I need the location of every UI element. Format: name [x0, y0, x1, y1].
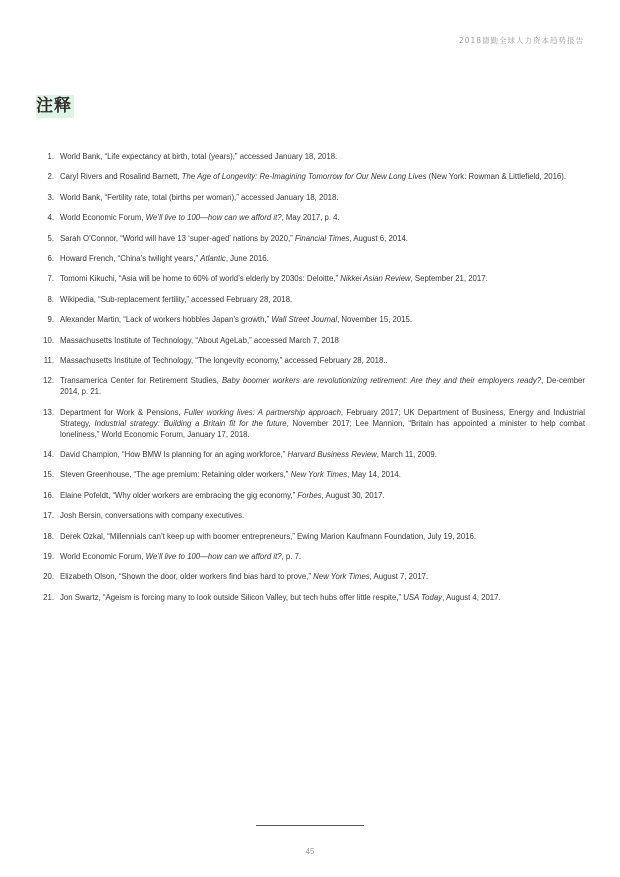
note-title-italic: Forbes: [297, 490, 322, 500]
note-text-segment: , September 21, 2017.: [410, 274, 488, 284]
note-text-segment: , March 11, 2009.: [376, 450, 437, 460]
note-number: 10.: [43, 335, 54, 345]
note-item: [36, 273, 585, 284]
note-item: [36, 592, 585, 603]
note-number: 17.: [43, 511, 54, 521]
note-title-italic: Baby boomer workers are revolutionizing retirement: Are they and their employers ready?: [221, 376, 542, 386]
note-text-segment: Massachusetts Institute of Technology, “About AgeLab,” accessed March 7, 2018: [60, 335, 339, 345]
note-title-italic: New York Times: [313, 572, 370, 582]
note-text: [54, 335, 585, 346]
report-header: 2018德勤全球人力资本趋势报告: [458, 36, 584, 45]
note-number: 13.: [43, 407, 54, 417]
note-item: [36, 469, 585, 480]
note-item: [36, 151, 585, 162]
note-text-segment: Tomomi Kikuchi, “Asia will be home to 60% of world’s elderly by 2030s: Deloitte,”: [60, 274, 341, 284]
note-text-segment: Wikipedia, “Sub-replacement fertility,” accessed February 28, 2018.: [60, 294, 293, 304]
note-text: [54, 469, 585, 480]
note-text: [54, 592, 585, 603]
note-number: 1.: [47, 152, 54, 161]
page-title-text: 注释: [36, 96, 72, 116]
note-title-italic: New York Times: [290, 470, 348, 480]
note-text: [54, 273, 585, 284]
note-item: [36, 375, 585, 397]
footer-divider: [256, 825, 364, 826]
note-text-segment: , August 6, 2014.: [349, 233, 408, 243]
note-text: [54, 449, 585, 460]
note-text: [54, 490, 585, 501]
note-text-segment: World Bank, “Life expectancy at birth, total (years),” accessed January 18, 2018.: [60, 152, 338, 161]
note-item: [36, 212, 585, 223]
note-text-segment: Caryl Rivers and Rosalind Barnett,: [60, 172, 182, 182]
note-text-segment: , May 2017, p. 4.: [281, 213, 340, 223]
note-text-segment: David Champion, “How BMW Is planning for an aging workforce,”: [60, 450, 288, 460]
note-text: [54, 171, 585, 182]
note-item: [36, 449, 585, 460]
note-text-segment: , November 2017; Lee Mannion, “Britain has appointed a minister to help combat loneliness,” World Economic Forum, January 17, 2018.: [60, 418, 585, 439]
note-text-segment: Sarah O’Connor, “World will have 13 ‘super-aged’ nations by 2020,”: [60, 233, 295, 243]
note-number: 2.: [47, 172, 54, 182]
note-item: [36, 171, 585, 182]
note-item: [36, 490, 585, 501]
note-text-segment: (New York: Rowman & Littlefield, 2016).: [426, 172, 567, 182]
note-number: 6.: [47, 253, 54, 263]
note-text: [54, 212, 585, 223]
note-text-segment: Derek Ozkal, “Millennials can’t keep up with boomer entrepreneurs,” Ewing Marion Kaufmann Foundation, July 19, 2016.: [60, 531, 477, 541]
note-text: [54, 253, 585, 264]
note-text-segment: , De-cember 2014, p. 21.: [60, 376, 585, 397]
note-text: [54, 233, 585, 244]
note-item: [36, 510, 585, 521]
note-text: [54, 531, 585, 542]
note-item: [36, 551, 585, 562]
note-item: [36, 407, 585, 440]
note-title-italic: We’ll live to 100—how can we afford it?: [145, 213, 282, 223]
note-item: [36, 335, 585, 346]
note-title-italic: Wall Street Journal: [271, 315, 338, 325]
note-text-segment: World Bank, “Fertility rate, total (births per woman),” accessed January 18, 2018.: [60, 192, 339, 202]
note-number: 12.: [43, 376, 54, 386]
note-number: 21.: [43, 592, 54, 602]
note-text-segment: , August 30, 2017.: [321, 490, 385, 500]
note-text-segment: , p. 7.: [281, 552, 302, 562]
note-text: [54, 294, 585, 305]
note-item: [36, 253, 585, 264]
note-text-segment: Alexander Martin, “Lack of workers hobbles Japan’s growth,”: [60, 315, 272, 325]
note-title-italic: The Age of Longevity: Re-Imagining Tomorrow for Our New Long Lives: [181, 172, 427, 182]
page-number: 45: [305, 847, 315, 856]
note-text: [54, 551, 585, 562]
note-text: [54, 355, 585, 366]
note-number: 5.: [47, 233, 54, 243]
note-text: [54, 375, 585, 397]
note-text-segment: Steven Greenhouse, “The age premium: Retaining older workers,”: [60, 470, 291, 480]
note-text-segment: , August 7, 2017.: [369, 572, 429, 582]
note-number: 14.: [43, 450, 54, 460]
notes-list: [36, 151, 585, 612]
note-item: [36, 314, 585, 325]
note-title-italic: Financial Times: [294, 233, 350, 243]
note-text-segment: , August 4, 2017.: [442, 592, 501, 602]
note-text: [54, 407, 585, 440]
note-number: 18.: [43, 531, 54, 541]
note-title-italic: USA Today: [403, 592, 443, 602]
note-title-italic: We’ll live to 100—how can we afford it?: [145, 552, 282, 562]
note-item: [36, 355, 585, 366]
note-number: 11.: [43, 355, 54, 365]
note-text-segment: Massachusetts Institute of Technology, “The longevity economy,” accessed February 28, 2018..: [60, 355, 388, 365]
note-text-segment: Transamerica Center for Retirement Studies,: [60, 376, 222, 386]
note-item: [36, 294, 585, 305]
note-text: [54, 314, 585, 325]
note-title-italic: Industrial strategy: Building a Britain fit for the future: [94, 418, 287, 428]
note-item: [36, 192, 585, 203]
note-number: 3.: [47, 192, 54, 202]
note-number: 19.: [43, 552, 54, 562]
note-text-segment: Jon Swartz, “Ageism is forcing many to look outside Silicon Valley, but tech hubs offer little respite,”: [60, 592, 404, 602]
note-number: 16.: [43, 490, 54, 500]
note-text-segment: Department for Work & Pensions,: [60, 407, 184, 417]
note-number: 20.: [43, 572, 54, 582]
note-text-segment: , May 14, 2014.: [347, 470, 401, 480]
note-text-segment: , November 15, 2015.: [337, 315, 413, 325]
note-text-segment: World Economic Forum,: [60, 213, 146, 223]
note-title-italic: Harvard Business Review: [287, 450, 377, 460]
note-text-segment: World Economic Forum,: [60, 552, 146, 562]
note-number: 4.: [47, 213, 54, 223]
note-item: [36, 531, 585, 542]
note-text: [54, 510, 585, 521]
note-item: [36, 233, 585, 244]
note-title-italic: Atlantic: [200, 253, 226, 263]
note-text-segment: Elizabeth Olson, “Shown the door, older workers find bias hard to prove,”: [60, 572, 314, 582]
note-text-segment: , June 2016.: [225, 253, 269, 263]
note-text-segment: Elaine Pofeldt, “Why older workers are embracing the gig economy,”: [60, 490, 298, 500]
note-text: [54, 571, 585, 582]
note-title-italic: Fuller working lives: A partnership approach: [183, 407, 341, 417]
note-title-italic: Nikkei Asian Review: [340, 274, 411, 284]
note-text: [54, 151, 585, 162]
note-number: 8.: [47, 294, 54, 304]
note-number: 9.: [47, 315, 54, 325]
note-text: [54, 192, 585, 203]
note-number: 7.: [47, 274, 54, 284]
note-number: 15.: [43, 470, 54, 480]
note-text-segment: , February 2017; UK Department of Business, Energy and Industrial Strategy,: [60, 407, 585, 428]
note-item: [36, 571, 585, 582]
note-text-segment: Howard French, “China’s twilight years,”: [60, 253, 201, 263]
page-title: [36, 91, 74, 116]
note-text-segment: Josh Bersin, conversations with company executives.: [60, 511, 245, 521]
